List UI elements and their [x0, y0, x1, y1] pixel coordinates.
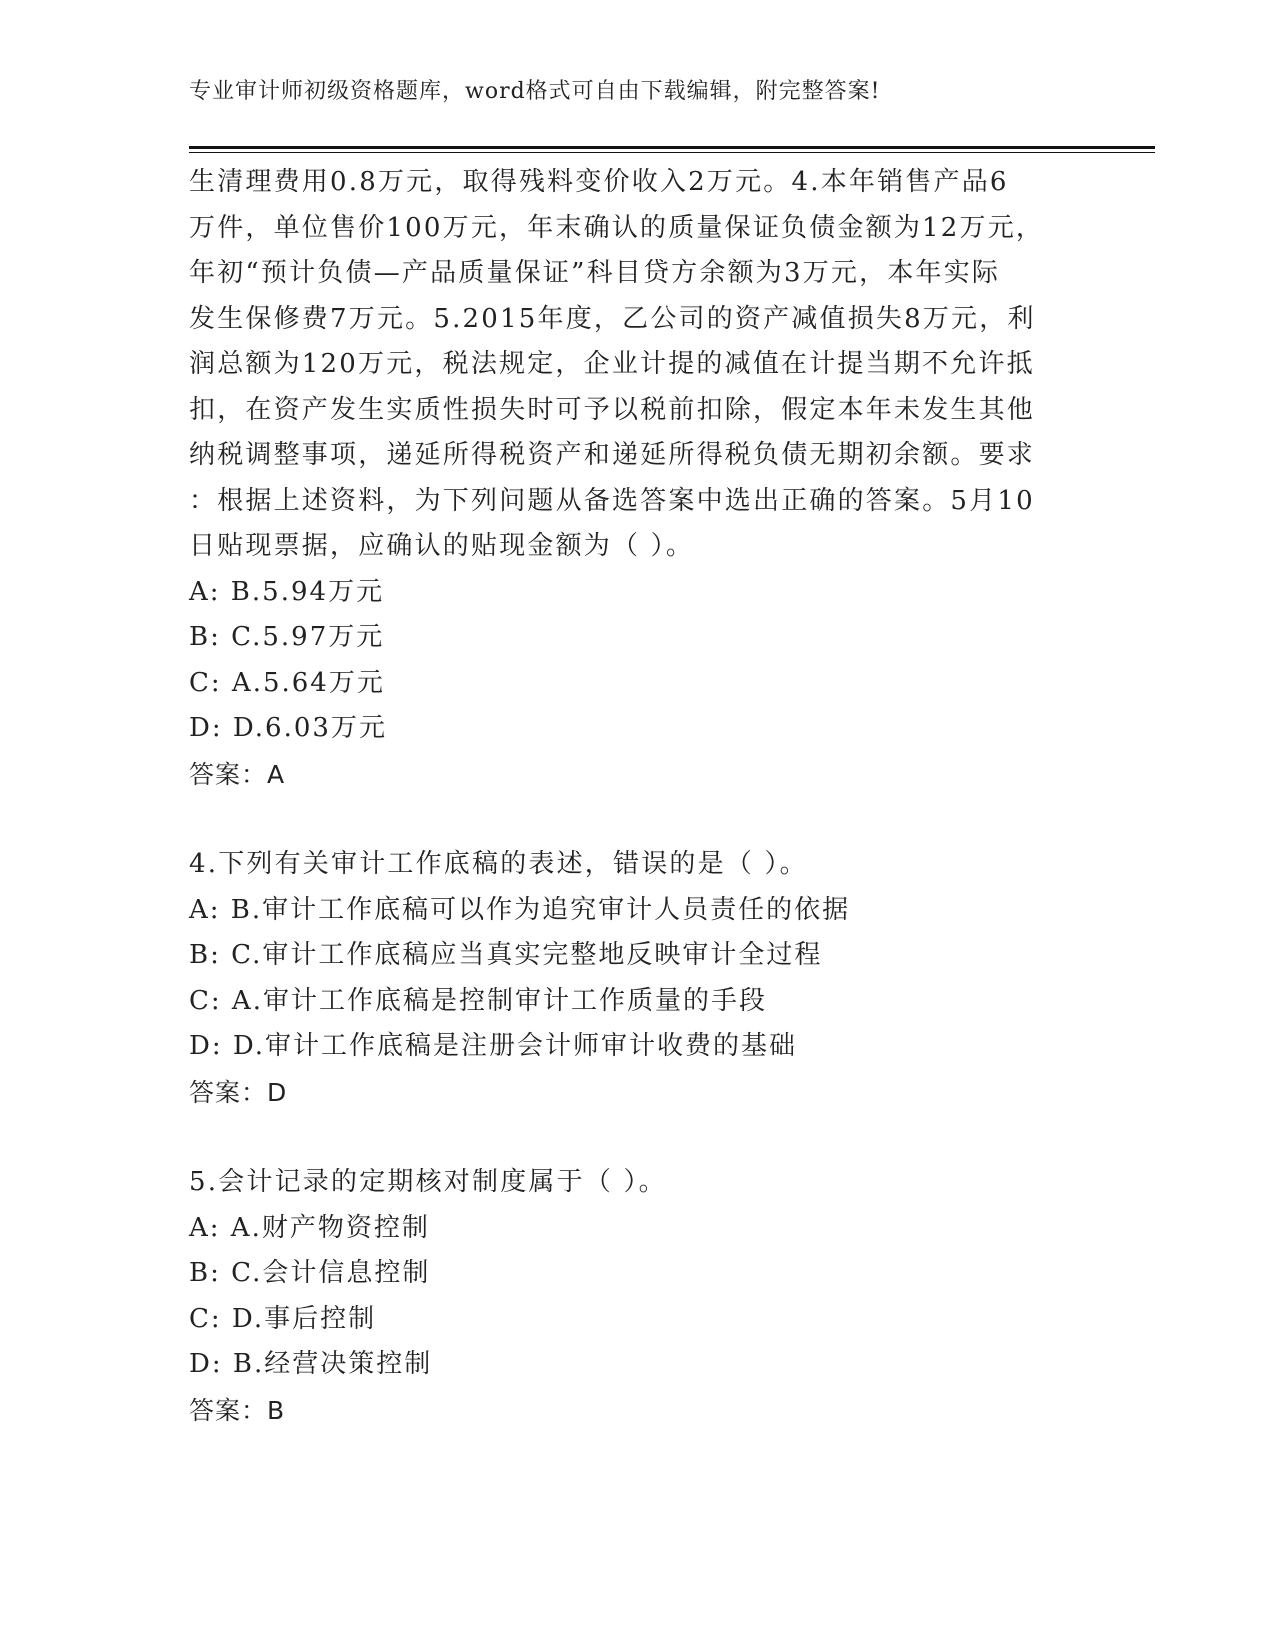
option-c: C: D.事后控制 [189, 1303, 377, 1334]
option-b: B: C.审计工作底稿应当真实完整地反映审计全过程 [189, 940, 823, 970]
spacer [189, 1115, 1069, 1160]
option-d: D: D.审计工作底稿是注册会计师审计收费的基础 [189, 1031, 798, 1061]
option-a: A: B.5.94万元 [189, 576, 385, 607]
question-text-line: 扣，在资产发生实质性损失时可予以税前扣除，假定本年未发生其他 [189, 394, 1036, 425]
question-5 [189, 1160, 1069, 1433]
header-rule-thin [189, 152, 1155, 153]
question-text-line: 万件，单位售价100万元，年末确认的质量保证负债金额为12万元， [189, 212, 1045, 243]
option-b: B: C.5.97万元 [189, 622, 385, 652]
question-text-line: ：根据上述资料，为下列问题从备选答案中选出正确的答案。5月10 [189, 485, 1035, 516]
option-c: C: A.5.64万元 [189, 667, 385, 698]
option-b: B: C.会计信息控制 [189, 1258, 431, 1288]
question-text-line: 发生保修费7万元。5.2015年度，乙公司的资产减值损失8万元，利 [189, 303, 1036, 334]
answer: 答案：B [189, 1395, 286, 1425]
answer: 答案：D [189, 1077, 288, 1107]
document-body [189, 160, 1069, 1433]
question-title: 4.下列有关审计工作底稿的表述，错误的是（ ）。 [189, 849, 808, 879]
option-a: A: B.审计工作底稿可以作为追究审计人员责任的依据 [189, 894, 851, 925]
header-rule-thick [189, 146, 1155, 149]
page-header: 专业审计师初级资格题库，word格式可自由下载编辑，附完整答案! [189, 79, 881, 104]
option-a: A: A.财产物资控制 [189, 1212, 430, 1243]
question-3 [189, 160, 1069, 797]
option-d: D: B.经营决策控制 [189, 1349, 433, 1379]
spacer [189, 797, 1069, 842]
question-text-line: 润总额为120万元，税法规定，企业计提的减值在计提当期不允许抵 [189, 349, 1035, 379]
question-title: 5.会计记录的定期核对制度属于（ ）。 [189, 1167, 667, 1197]
question-text-line: 生清理费用0.8万元，取得残料变价收入2万元。4.本年销售产品6 [189, 167, 1009, 197]
question-4 [189, 842, 1069, 1115]
question-text-line: 日贴现票据，应确认的贴现金额为（ ）。 [189, 531, 695, 561]
question-text-line: 年初“预计负债—产品质量保证”科目贷方余额为3万元，本年实际 [189, 258, 1001, 288]
question-text-line: 纳税调整事项，递延所得税资产和递延所得税负债无期初余额。要求 [189, 440, 1036, 470]
option-c: C: A.审计工作底稿是控制审计工作质量的手段 [189, 985, 767, 1016]
answer: 答案：A [189, 759, 286, 789]
option-d: D: D.6.03万元 [189, 713, 387, 743]
